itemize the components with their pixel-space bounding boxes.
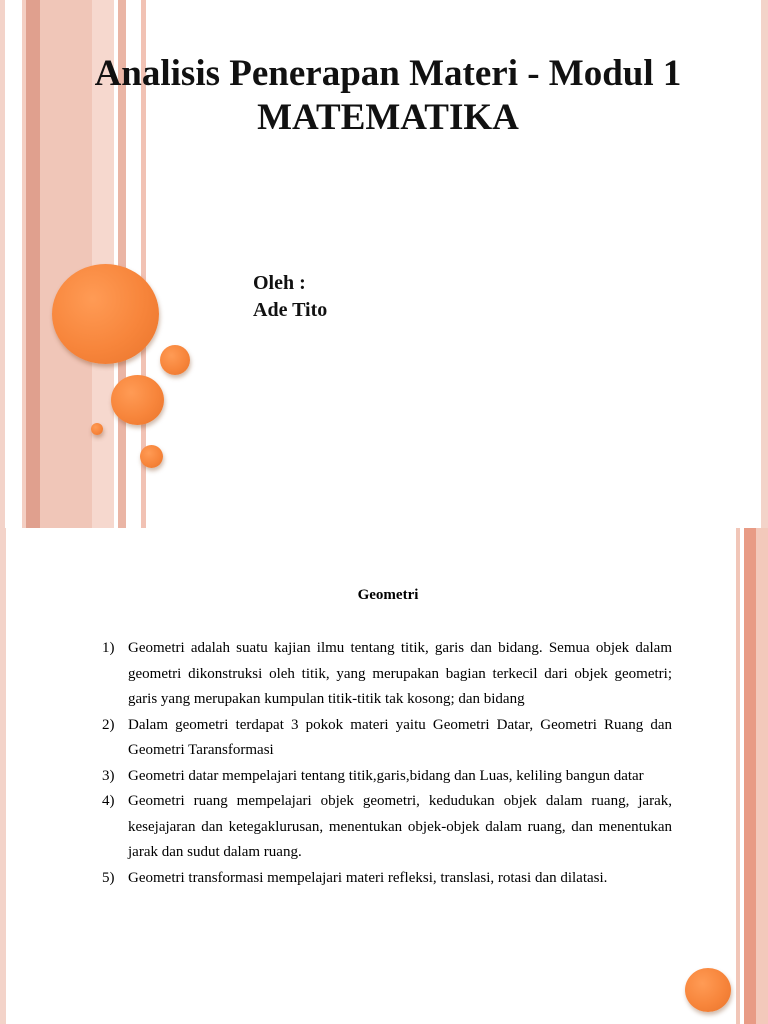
decorative-stripe bbox=[0, 0, 5, 528]
decorative-circle-large bbox=[52, 264, 159, 364]
list-item bbox=[102, 764, 672, 790]
decorative-circle bbox=[111, 375, 164, 425]
list-item-number: 3) bbox=[102, 767, 115, 784]
list-item-number: 1) bbox=[102, 640, 115, 656]
title-line-2: MATEMATIKA bbox=[257, 97, 519, 138]
list-item bbox=[102, 713, 672, 764]
slide-title bbox=[20, 52, 756, 140]
list-item-number: 4) bbox=[102, 793, 115, 809]
list-item-number: 2) bbox=[102, 716, 115, 733]
decorative-circle-small bbox=[91, 423, 103, 435]
title-line-1: Analisis Penerapan Materi - Modul 1 bbox=[94, 53, 682, 94]
list-item-text: Dalam geometri terdapat 3 pokok materi yaitu Geometri Datar, Geometri Ruang dan Geometri Taransformasi bbox=[128, 716, 672, 758]
list-item bbox=[102, 636, 672, 713]
list-item bbox=[102, 789, 672, 866]
list-item-text: Geometri datar mempelajari tentang titik,garis,bidang dan Luas, keliling bangun datar bbox=[128, 767, 644, 784]
section-heading: Geometri bbox=[357, 587, 419, 603]
content-list bbox=[102, 636, 672, 891]
list-item-text: Geometri adalah suatu kajian ilmu tentang titik, garis dan bidang. Semua objek dalam geometri dikonstruksi oleh titik, yang merupakan bagian terkecil dari objek geometri; garis yang merupakan kumpulan titik-titik tak kosong; dan bidang bbox=[128, 640, 672, 707]
decorative-stripe bbox=[761, 0, 768, 528]
decorative-circle bbox=[140, 445, 163, 468]
list-item-text: Geometri ruang mempelajari objek geometri, kedudukan objek dalam ruang, jarak, kesejajaran dan ketegaklurusan, menentukan objek-objek dalam ruang, dan menentukan jarak dan sudut dalam ruang. bbox=[128, 793, 672, 860]
decorative-circle bbox=[160, 345, 190, 375]
content-slide bbox=[0, 528, 768, 1024]
list-item-number: 5) bbox=[102, 869, 115, 886]
list-item bbox=[102, 866, 672, 892]
list-item-text: Geometri transformasi mempelajari materi refleksi, translasi, rotasi dan dilatasi. bbox=[128, 869, 608, 886]
author-name: Ade Tito bbox=[253, 299, 328, 321]
author-label: Oleh : bbox=[253, 272, 306, 294]
decorative-circle bbox=[685, 968, 731, 1012]
author-block bbox=[253, 270, 327, 324]
